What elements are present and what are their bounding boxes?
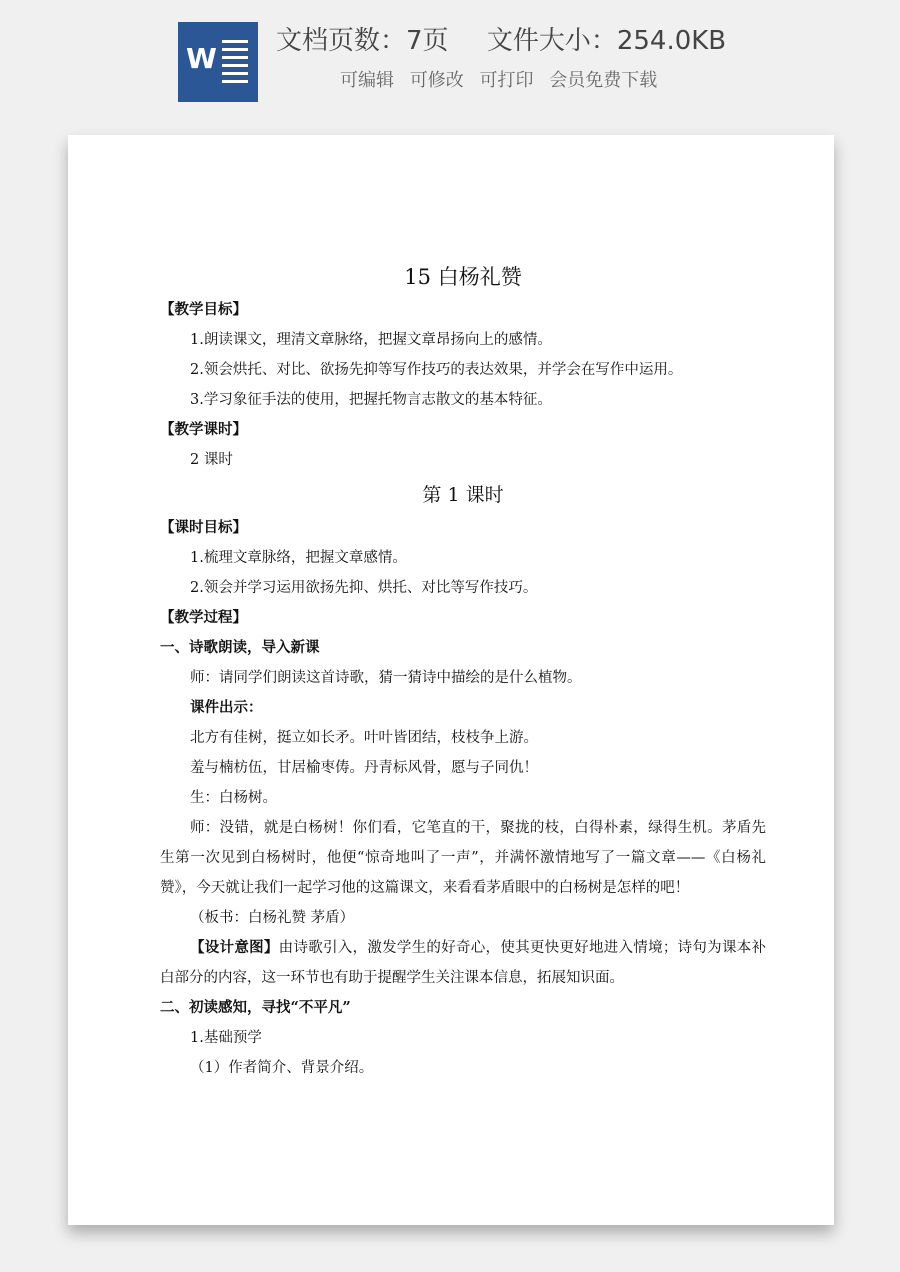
goals-heading: 【教学目标】 xyxy=(160,301,247,318)
feature-member-download: 会员免费下载 xyxy=(549,70,658,91)
design-intent-text: 由诗歌引入，激发学生的好奇心，使其更快更好地进入情境；诗句为课本补白部分的内容，这一环节也有助于提醒学生关注课本信息，拓展知识面。 xyxy=(160,940,767,986)
goal-item: 3.学习象征手法的使用，把握托物言志散文的基本特征。 xyxy=(190,392,552,408)
lesson-title: 第 1 课时 xyxy=(422,484,504,506)
download-header xyxy=(0,0,900,118)
doc-features xyxy=(340,66,657,92)
page-count: 文档页数：7页 xyxy=(276,26,449,56)
basic-item: （1）作者简介、背景介绍。 xyxy=(190,1060,374,1076)
student-line: 生：白杨树。 xyxy=(190,790,277,806)
feature-editable: 可编辑 xyxy=(340,70,394,91)
goal-item: 1.朗读课文，理清文章脉络，把握文章昂扬向上的感情。 xyxy=(190,332,552,348)
hours-value: 2 课时 xyxy=(190,452,233,468)
document-content xyxy=(160,255,766,1083)
document-title: 15 白杨礼赞 xyxy=(404,265,522,289)
feature-modifiable: 可修改 xyxy=(409,70,464,91)
file-size: 文件大小：254.0KB xyxy=(486,26,727,56)
process-heading: 【教学过程】 xyxy=(160,609,247,626)
document-page xyxy=(68,135,834,1225)
hours-heading: 【教学课时】 xyxy=(160,421,247,438)
teacher-paragraph: 师：没错，就是白杨树！你们看，它笔直的干，聚拢的枝，白得朴素，绿得生机。茅盾先生第一次见到白杨树时，他便“惊奇地叫了一声”，并满怀激情地写了一篇文章——《白杨礼赞》，今天就让我们一起学习他的这篇课文，来看看茅盾眼中的白杨树是怎样的吧！ xyxy=(160,820,766,896)
doc-info xyxy=(276,20,726,57)
board-note: （板书：白杨礼赞 茅盾） xyxy=(190,910,355,926)
lesson-goal-item: 1.梳理文章脉络，把握文章感情。 xyxy=(190,550,407,566)
lesson-goal-item: 2.领会并学习运用欲扬先抑、烘托、对比等写作技巧。 xyxy=(190,580,538,596)
word-document-icon: W xyxy=(178,22,258,102)
basic-heading: 1.基础预学 xyxy=(190,1030,262,1046)
courseware-label: 课件出示： xyxy=(190,699,263,716)
design-intent-label: 【设计意图】 xyxy=(190,939,279,956)
goal-item: 2.领会烘托、对比、欲扬先抑等写作技巧的表达效果，并学会在写作中运用。 xyxy=(190,362,683,378)
design-intent-paragraph xyxy=(160,933,766,993)
feature-printable: 可打印 xyxy=(479,70,534,91)
section-heading-1: 一、诗歌朗读，导入新课 xyxy=(160,639,320,656)
lesson-goals-heading: 【课时目标】 xyxy=(160,519,247,536)
teacher-line: 师：请同学们朗读这首诗歌，猜一猜诗中描绘的是什么植物。 xyxy=(190,670,582,686)
poem-line: 羞与楠枋伍，甘居榆枣俦。丹青标风骨，愿与子同仇！ xyxy=(190,760,538,776)
poem-line: 北方有佳树，挺立如长矛。叶叶皆团结，枝枝争上游。 xyxy=(190,730,538,746)
section-heading-2: 二、初读感知，寻找“不平凡” xyxy=(160,999,351,1016)
